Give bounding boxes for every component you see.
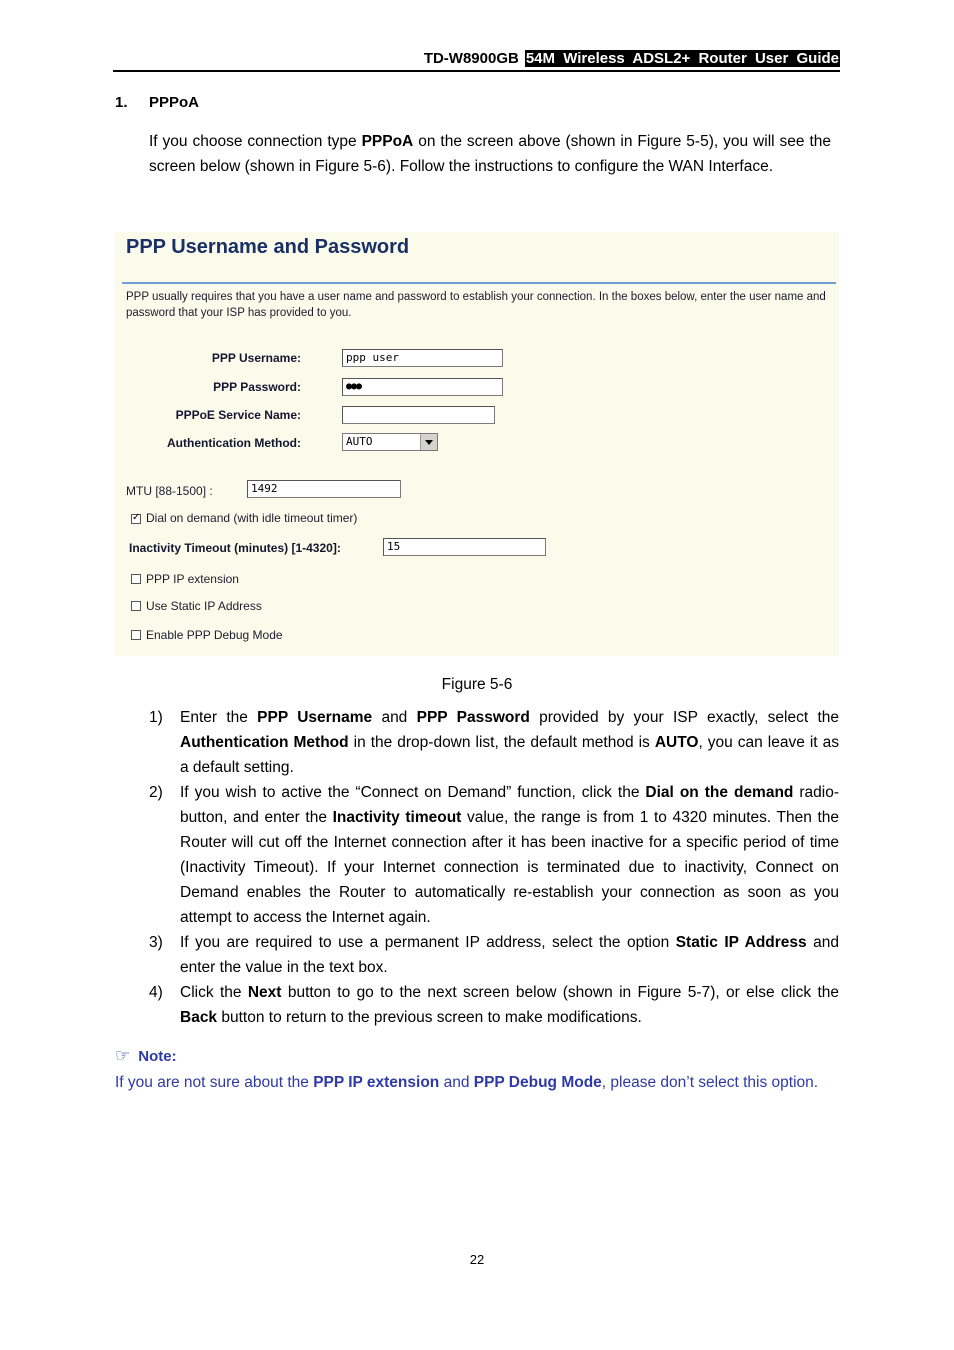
step-number: 2) xyxy=(149,784,163,801)
password-label: PPP Password: xyxy=(213,380,301,394)
step-text: If you wish to active the “Connect on Demand” function, click the Dial on the demand radio-button, and enter the Inactivity timeout value, the range is from 1 to 4320 minutes. Then the Router will cut off the Internet connection after it has been inactive for a specific period of time (Inactivity Timeout). If your Internet connection is terminated due to inactivity, Connect on Demand enables the Router to automatically re-establish your connection as soon as you attempt to access the Internet again. xyxy=(180,784,839,926)
note-text: If you are not sure about the PPP IP extension and PPP Debug Mode, please don’t select this option. xyxy=(115,1074,819,1091)
intro-text-2: on the screen above (shown in Figure 5-5), you will see the screen below (shown in Figure 5-6). Follow the instructions to configure the WAN Interface. xyxy=(149,133,832,175)
step-item xyxy=(149,930,839,980)
static-ip-checkbox[interactable] xyxy=(131,601,141,611)
step-text: Click the Next button to go to the next screen below (shown in Figure 5-7), or else click the Back button to return to the previous screen to make modifications. xyxy=(180,984,839,1026)
section-number: 1. xyxy=(115,94,128,111)
username-label: PPP Username: xyxy=(211,351,301,365)
step-item xyxy=(149,705,839,780)
step-number: 1) xyxy=(149,709,163,726)
section-title: PPPoA xyxy=(149,94,200,111)
step-text: Enter the PPP Username and PPP Password provided by your ISP exactly, select the Authentication Method in the drop-down list, the default method is AUTO, you can leave it as a default setting. xyxy=(180,709,839,776)
mtu-label: MTU [88-1500] : xyxy=(126,484,213,498)
auth-method-value: AUTO xyxy=(346,435,373,448)
intro-text-1: If you choose connection type xyxy=(149,133,362,150)
figure-screenshot-panel xyxy=(115,232,839,656)
step-item xyxy=(149,780,839,930)
step-number: 3) xyxy=(149,934,163,951)
dial-on-demand-label: Dial on demand (with idle timeout timer) xyxy=(146,511,358,525)
dial-on-demand-checkbox[interactable] xyxy=(131,514,141,524)
dropdown-arrow-icon[interactable] xyxy=(420,434,437,450)
header-rule xyxy=(113,70,840,72)
figure-caption: Figure 5-6 xyxy=(441,676,513,693)
password-input[interactable]: ●●● xyxy=(342,378,503,396)
panel-title-rule xyxy=(122,282,836,284)
pointing-hand-icon: ☞ xyxy=(115,1046,131,1066)
intro-bold-pppoa: PPPoA xyxy=(361,133,414,150)
username-input[interactable]: ppp user xyxy=(342,349,503,367)
guide-title: 54M Wireless ADSL2+ Router User Guide xyxy=(525,50,839,67)
ppp-ip-extension-label: PPP IP extension xyxy=(146,572,239,586)
step-text: If you are required to use a permanent IP address, select the option Static IP Address and enter the value in the text box. xyxy=(180,934,840,976)
inactivity-timeout-label: Inactivity Timeout (minutes) [1-4320]: xyxy=(129,541,341,555)
panel-title: PPP Username and Password xyxy=(126,236,410,258)
mtu-input[interactable]: 1492 xyxy=(247,480,401,498)
model-name: TD-W8900GB xyxy=(423,50,519,67)
debug-mode-label: Enable PPP Debug Mode xyxy=(146,628,283,642)
step-number: 4) xyxy=(149,984,163,1001)
step-item xyxy=(149,980,839,1030)
page-number: 22 xyxy=(469,1252,485,1267)
instruction-steps xyxy=(149,705,839,1030)
panel-description: PPP usually requires that you have a user name and password to establish your connection. In the boxes below, enter the user name and password that your ISP has provided to you. xyxy=(126,291,826,319)
note-heading xyxy=(115,1046,177,1066)
section-heading xyxy=(115,94,199,111)
intro-paragraph xyxy=(149,130,831,179)
page-header xyxy=(113,50,840,70)
inactivity-timeout-input[interactable]: 15 xyxy=(383,538,546,556)
debug-mode-checkbox[interactable] xyxy=(131,630,141,640)
note-label: Note: xyxy=(138,1048,177,1065)
service-name-input[interactable] xyxy=(342,406,495,424)
static-ip-label: Use Static IP Address xyxy=(146,599,262,613)
auth-method-select[interactable] xyxy=(342,433,438,451)
ppp-ip-extension-checkbox[interactable] xyxy=(131,574,141,584)
auth-method-label: Authentication Method: xyxy=(167,436,301,450)
service-name-label: PPPoE Service Name: xyxy=(175,408,301,422)
